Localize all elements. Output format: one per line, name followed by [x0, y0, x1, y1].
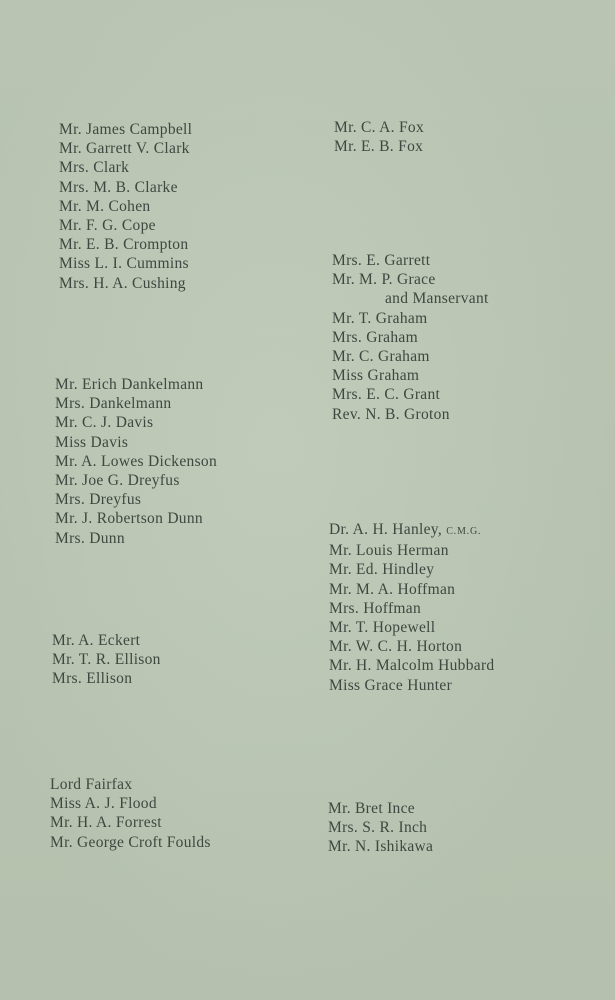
passenger-name: Mrs. S. R. Inch — [328, 819, 428, 837]
passenger-name: Mr. Joe G. Dreyfus — [55, 472, 180, 490]
passenger-name: Mr. Garrett V. Clark — [59, 140, 190, 158]
passenger-name: Mr. M. A. Hoffman — [329, 580, 456, 598]
passenger-name: Mr. J. Robertson Dunn — [55, 510, 203, 528]
passenger-name: Mrs. Ellison — [52, 670, 133, 688]
passenger-group-fox — [334, 118, 424, 156]
passenger-name: Mr. H. Malcolm Hubbard — [329, 657, 495, 675]
passenger-name: Mr. A. Eckert — [52, 632, 141, 649]
passenger-name: Rev. N. B. Groton — [332, 405, 450, 423]
passenger-group-h — [329, 520, 494, 695]
passenger-name: Mr. M. Cohen — [59, 197, 151, 215]
passenger-name: Mr. W. C. H. Horton — [329, 638, 463, 656]
passenger-name: Mrs. E. Garrett — [332, 252, 431, 269]
passenger-name: Mr. T. Graham — [332, 309, 428, 327]
passenger-name: Mr. James Campbell — [59, 121, 193, 138]
passenger-name: Mr. H. A. Forrest — [50, 814, 162, 832]
passenger-name: Mr. N. Ishikawa — [328, 838, 434, 856]
passenger-group-c — [59, 120, 192, 293]
passenger-name: Mrs. Dreyfus — [55, 491, 142, 509]
passenger-name: Miss Grace Hunter — [329, 676, 453, 694]
passenger-name — [329, 520, 494, 541]
passenger-name: Miss Davis — [55, 433, 129, 451]
passenger-name: Mr. F. G. Cope — [59, 217, 156, 235]
passenger-name: Miss A. J. Flood — [50, 795, 157, 813]
passenger-name: Mr. Ed. Hindley — [329, 561, 435, 579]
honorific-suffix: C.M.G. — [446, 526, 482, 537]
passenger-group-e — [52, 631, 161, 689]
passenger-name: Mr. Bret Ince — [328, 800, 415, 817]
passenger-name: Mr. A. Lowes Dickenson — [55, 452, 218, 470]
passenger-group-i — [328, 799, 433, 857]
passenger-name: Miss L. I. Cummins — [59, 255, 189, 273]
passenger-name: Mr. M. P. Grace — [332, 271, 436, 289]
passenger-name: Mrs. Clark — [59, 159, 130, 177]
passenger-name: Mrs. M. B. Clarke — [59, 178, 178, 196]
passenger-name: Mrs. E. C. Grant — [332, 386, 441, 404]
passenger-name-continuation: and Manservant — [385, 290, 489, 308]
passenger-name: Mr. C. J. Davis — [55, 414, 154, 432]
passenger-name: Lord Fairfax — [50, 776, 133, 793]
passenger-group-d — [55, 375, 217, 548]
passenger-name: Mr. T. Hopewell — [329, 619, 436, 637]
passenger-name: Mr. C. Graham — [332, 348, 430, 366]
passenger-name: Mr. Louis Herman — [329, 542, 449, 560]
passenger-name: Mrs. Dunn — [55, 529, 125, 547]
passenger-name-text: Dr. A. H. Hanley, — [329, 521, 443, 538]
passenger-name: Mrs. Hoffman — [329, 599, 421, 617]
passenger-name: Mr. George Croft Foulds — [50, 833, 211, 851]
passenger-group-g — [332, 251, 489, 424]
passenger-name: Mr. Erich Dankelmann — [55, 376, 204, 393]
passenger-name: Mrs. H. A. Cushing — [59, 274, 186, 292]
passenger-name: Miss Graham — [332, 367, 420, 385]
passenger-name: Mr. C. A. Fox — [334, 119, 425, 136]
passenger-name: Mr. E. B. Crompton — [59, 236, 189, 254]
passenger-group-f — [50, 775, 211, 852]
passenger-name: Mrs. Dankelmann — [55, 395, 172, 413]
passenger-name: Mrs. Graham — [332, 328, 418, 346]
passenger-name: Mr. T. R. Ellison — [52, 651, 161, 669]
passenger-name: Mr. E. B. Fox — [334, 138, 424, 156]
